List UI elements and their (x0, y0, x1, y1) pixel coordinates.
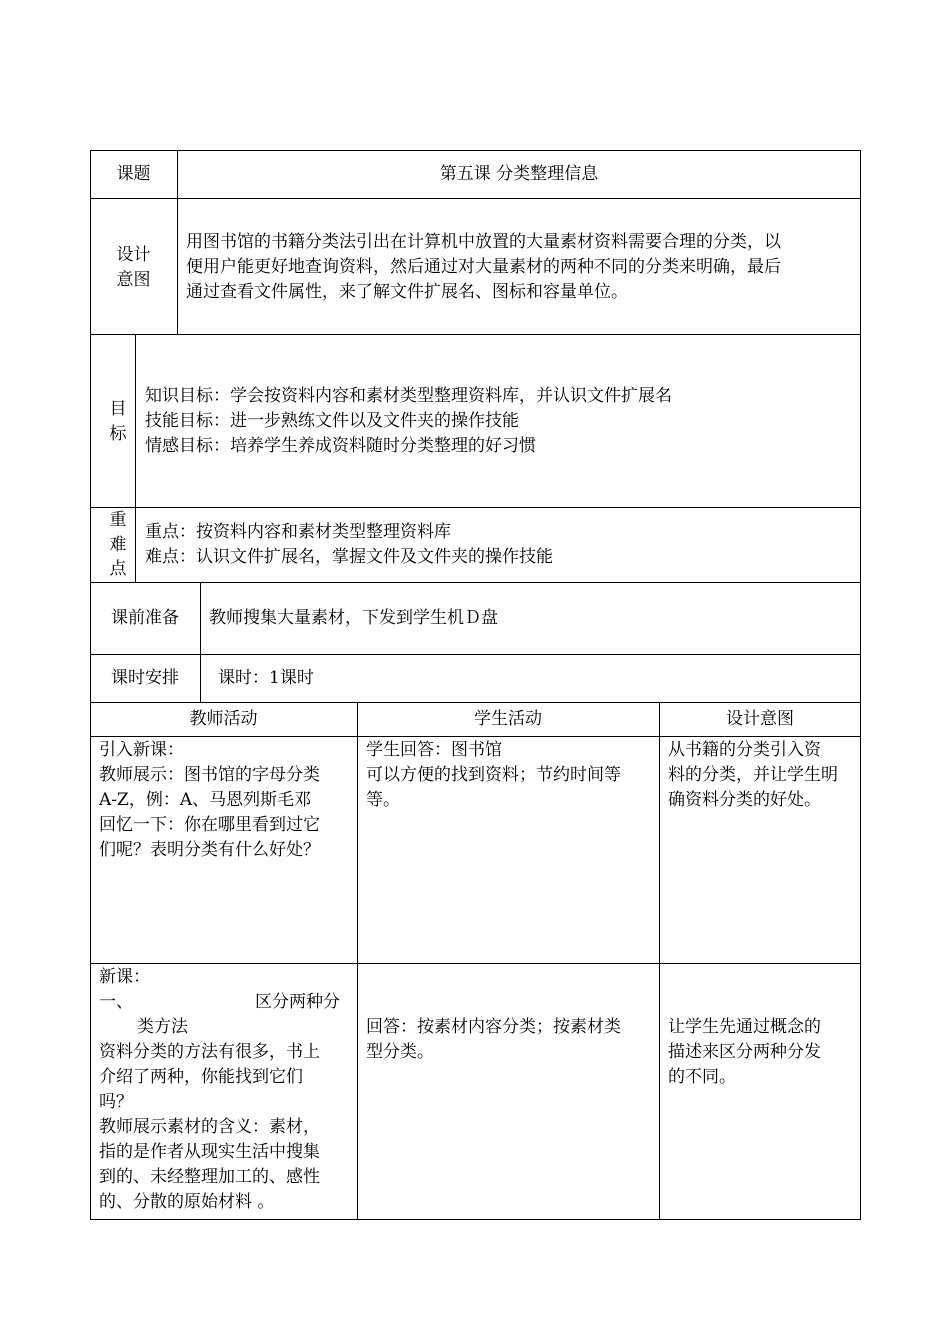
row-divider (90, 582, 861, 583)
student-line: 等。 (366, 790, 400, 810)
topic-value: 第五课 分类整理信息 (439, 164, 599, 184)
row-divider (90, 963, 861, 964)
student-line: 型分类。 (366, 1042, 434, 1062)
difficult-point: 难点：认识文件扩展名，掌握文件及文件夹的操作技能 (145, 547, 553, 567)
column-divider (200, 654, 201, 703)
design-text-line: 用图书馆的书籍分类法引出在计算机中放置的大量素材资料需要合理的分类，以 (186, 232, 781, 252)
row-divider (90, 736, 861, 737)
row-divider (90, 654, 861, 655)
schedule-value: 课时：1课时 (218, 668, 314, 688)
column-divider (135, 334, 136, 582)
goal-skill: 技能目标：进一步熟练文件以及文件夹的操作技能 (145, 411, 519, 431)
design-text-line: 便用户能更好地查询资料，然后通过对大量素材的两种不同的分类来明确，最后 (186, 257, 781, 277)
prep-value: 教师搜集大量素材，下发到学生机Ｄ盘 (209, 608, 498, 628)
student-line: 学生回答：图书馆 (366, 740, 502, 760)
design-line: 让学生先通过概念的 (668, 1017, 821, 1037)
column-divider (200, 582, 201, 654)
key-label-char: 难 (109, 535, 127, 555)
teacher-line: A-Z，例：A、马恩列斯毛邓 (99, 790, 312, 810)
key-label-char: 点 (109, 559, 127, 579)
design-line: 描述来区分两种分发 (668, 1042, 821, 1062)
row-divider (90, 334, 861, 335)
schedule-label: 课时安排 (111, 668, 179, 688)
column-divider (357, 702, 358, 1220)
design-line: 确资料分类的好处。 (668, 790, 821, 810)
design-line: 从书籍的分类引入资 (668, 740, 821, 760)
teacher-line: 的、分散的原始材料 。 (99, 1192, 275, 1212)
teacher-item-title: 区分两种分 (255, 992, 340, 1012)
prep-label: 课前准备 (111, 608, 179, 628)
design-text-line: 通过查看文件属性，来了解文件扩展名、图标和容量单位。 (186, 282, 628, 302)
design-line: 的不同。 (668, 1067, 736, 1087)
design-line: 料的分类，并让学生明 (668, 765, 838, 785)
goal-label-char: 标 (109, 424, 127, 444)
teacher-line: 们呢？表明分类有什么好处？ (99, 840, 320, 860)
goal-emotion: 情感目标：培养学生养成资料随时分类整理的好习惯 (145, 436, 536, 456)
goal-knowledge: 知识目标：学会按资料内容和素材类型整理资料库，并认识文件扩展名 (145, 386, 672, 406)
header-student-activity: 学生活动 (474, 709, 542, 729)
teacher-item-title-cont: 类方法 (137, 1017, 188, 1037)
teacher-line: 介绍了两种，你能找到它们 (99, 1067, 303, 1087)
teacher-line: 吗？ (99, 1092, 133, 1112)
student-line: 可以方便的找到资料；节约时间等 (366, 765, 621, 785)
teacher-heading: 新课： (99, 967, 150, 987)
teacher-line: 教师展示素材的含义：素材， (99, 1117, 320, 1137)
teacher-line: 资料分类的方法有很多，书上 (99, 1042, 320, 1062)
teacher-item-number: 一、 (99, 992, 133, 1012)
key-point: 重点：按资料内容和素材类型整理资料库 (145, 522, 451, 542)
teacher-line: 到的、未经整理加工的、感性 (99, 1167, 320, 1187)
design-label-line1: 设计 (116, 245, 151, 265)
header-design-intent: 设计意图 (726, 709, 794, 729)
student-line: 回答：按素材内容分类；按素材类 (366, 1017, 621, 1037)
goal-label-char: 目 (109, 399, 127, 419)
header-teacher-activity: 教师活动 (189, 709, 258, 729)
topic-label: 课题 (116, 164, 151, 184)
teacher-line: 引入新课： (99, 740, 184, 760)
key-label-char: 重 (109, 510, 127, 530)
row-divider (90, 507, 861, 508)
design-label-line2: 意图 (116, 270, 151, 290)
teacher-line: 指的是作者从现实生活中搜集 (99, 1142, 320, 1162)
column-divider (659, 702, 660, 1220)
teacher-line: 回忆一下：你在哪里看到过它 (99, 815, 320, 835)
teacher-line: 教师展示：图书馆的字母分类 (99, 765, 320, 785)
row-divider (90, 198, 861, 199)
